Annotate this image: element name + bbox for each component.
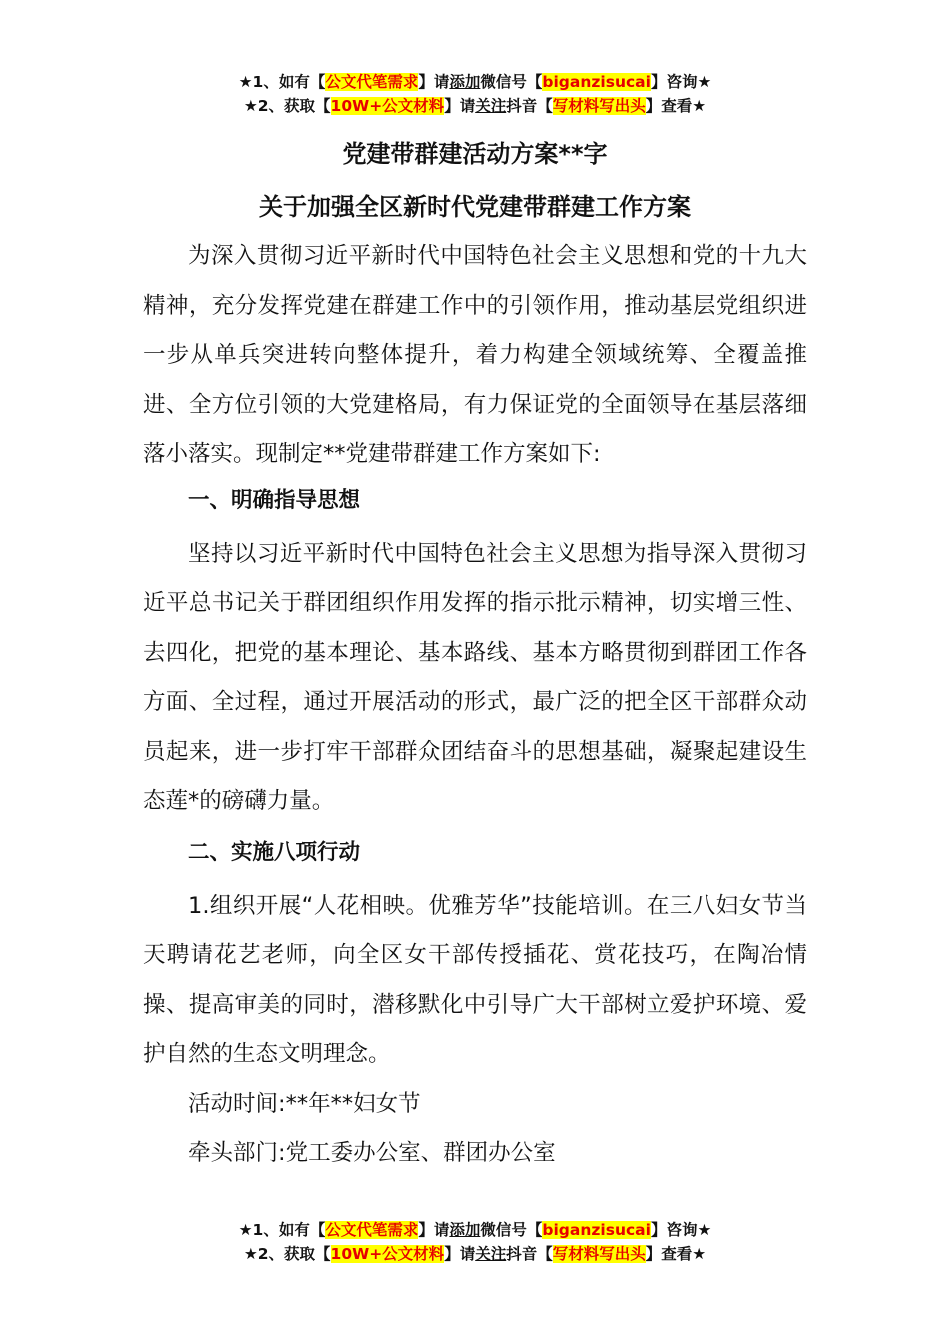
promo-text: 】咨询★ <box>650 73 712 91</box>
promo-text: ★2、获取【 <box>243 97 331 115</box>
promo-highlight: 写材料写出头 <box>552 97 646 115</box>
paragraph-intro: 为深入贯彻习近平新时代中国特色社会主义思想和党的十九大精神，充分发挥党建在群建工作中的引领作用，推动基层党组织进一步从单兵突进转向整体提升，着力构建全领域统筹、全覆盖推进、全方位引领的大党建格局，有力保证党的全面领导在基层落细落小落实。现制定**党建带群建工作方案如下: <box>143 243 807 467</box>
promo-text: ★2、获取【 <box>243 1245 331 1263</box>
promo-text: 】请 <box>444 97 476 115</box>
paragraph-guiding-thought: 坚持以习近平新时代中国特色社会主义思想为指导深入贯彻习近平总书记关于群团组织作用发挥的指示批示精神，切实增三性、去四化，把党的基本理论、基本路线、基本方略贯彻到群团工作各方面、全过程，通过开展活动的形式，最广泛的把全区干部群众动员起来，进一步打牢干部群众团结奋斗的思想基础，凝聚起建设生态莲*的磅礴力量。 <box>143 540 807 814</box>
paragraph-action-1: 1.组织开展“人花相映。优雅芳华”技能培训。在三八妇女节当天聘请花艺老师，向全区女干部传授插花、赏花技巧，在陶冶情操、提高审美的同时，潜移默化中引导广大干部树立爱护环境、爱护自然的生态文明理念。 <box>143 892 807 1067</box>
footer-promo-banner <box>0 1218 950 1266</box>
section-heading-1: 一、明确指导思想 <box>188 487 361 513</box>
document-title: 党建带群建活动方案**字 <box>342 140 608 168</box>
promo-line-1 <box>0 1218 950 1242</box>
promo-text: 】请 <box>418 1221 450 1239</box>
promo-text: ★1、如有【 <box>238 1221 326 1239</box>
promo-underline: 添加 <box>449 1221 481 1239</box>
promo-highlight: biganzisucai <box>542 1221 651 1239</box>
activity-time: 活动时间:**年**妇女节 <box>188 1090 421 1117</box>
promo-highlight: 公文代笔需求 <box>325 73 419 91</box>
promo-underline: 关注 <box>475 97 507 115</box>
lead-department: 牵头部门:党工委办公室、群团办公室 <box>188 1140 556 1166</box>
promo-line-2 <box>0 94 950 118</box>
promo-line-2 <box>0 1242 950 1266</box>
promo-text: 微信号【 <box>480 1221 543 1239</box>
promo-highlight: 10W+公文材料 <box>330 97 445 115</box>
promo-text: 抖音【 <box>506 1245 553 1263</box>
promo-highlight: 公文代笔需求 <box>325 1221 419 1239</box>
promo-text: 】查看★ <box>645 1245 707 1263</box>
promo-text: 抖音【 <box>506 97 553 115</box>
promo-highlight: 写材料写出头 <box>552 1245 646 1263</box>
promo-text: 微信号【 <box>480 73 543 91</box>
promo-text: ★1、如有【 <box>238 73 326 91</box>
header-promo-banner <box>0 70 950 118</box>
promo-underline: 关注 <box>475 1245 507 1263</box>
promo-text: 】请 <box>444 1245 476 1263</box>
promo-text: 】查看★ <box>645 97 707 115</box>
promo-text: 】请 <box>418 73 450 91</box>
promo-highlight: biganzisucai <box>542 73 651 91</box>
document-subtitle: 关于加强全区新时代党建带群建工作方案 <box>259 193 691 221</box>
document-body <box>143 232 807 1179</box>
promo-highlight: 10W+公文材料 <box>330 1245 445 1263</box>
section-heading-2: 二、实施八项行动 <box>188 839 361 865</box>
promo-underline: 添加 <box>449 73 481 91</box>
promo-line-1 <box>0 70 950 94</box>
promo-text: 】咨询★ <box>650 1221 712 1239</box>
